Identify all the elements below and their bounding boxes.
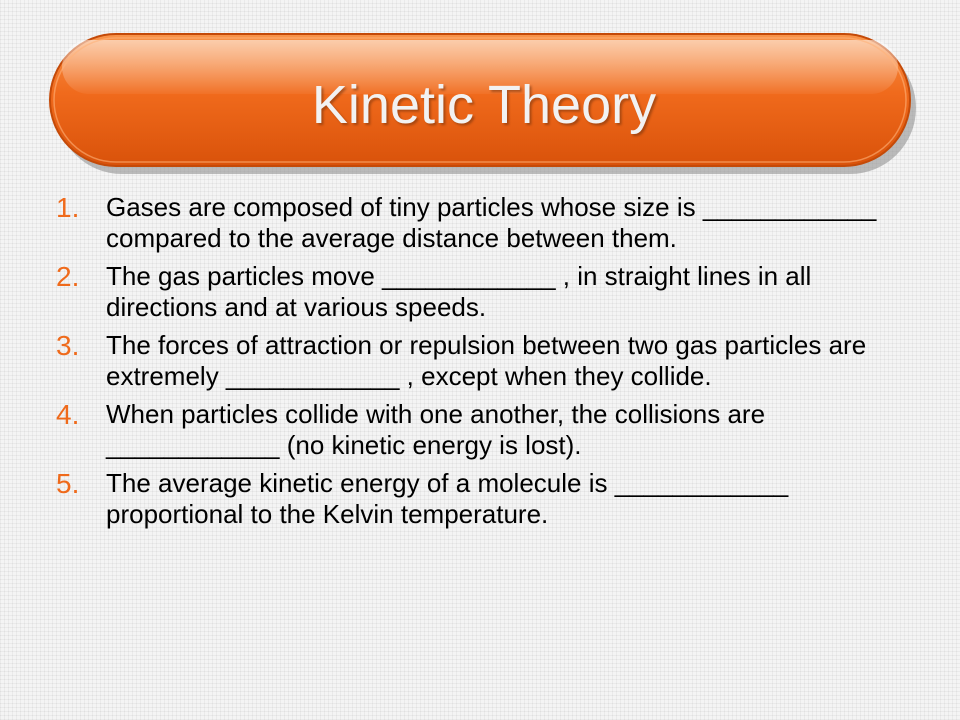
list-item-number: 2. — [56, 261, 80, 292]
numbered-list — [56, 192, 916, 537]
list-item — [56, 261, 916, 323]
list-item — [56, 468, 916, 530]
slide-title: Kinetic Theory — [311, 75, 657, 135]
list-item-number: 1. — [56, 192, 80, 223]
list-item-text: The average kinetic energy of a molecule is ____________ proportional to the Kelvin temperature. — [106, 468, 789, 529]
list-item-text: The forces of attraction or repulsion between two gas particles are extremely ____________ , except when they collide. — [106, 330, 867, 391]
list-item — [56, 399, 916, 461]
list-item-number: 4. — [56, 399, 80, 430]
list-item — [56, 330, 916, 392]
list-item — [56, 192, 916, 254]
list-item-number: 5. — [56, 468, 80, 499]
list-item-text: The gas particles move ____________ , in straight lines in all directions and at various speeds. — [106, 261, 812, 322]
title-banner — [48, 32, 920, 182]
list-item-number: 3. — [56, 330, 80, 361]
list-item-text: When particles collide with one another, the collisions are ____________ (no kinetic energy is lost). — [106, 399, 766, 460]
list-item-text: Gases are composed of tiny particles whose size is ____________ compared to the average distance between them. — [106, 192, 877, 253]
